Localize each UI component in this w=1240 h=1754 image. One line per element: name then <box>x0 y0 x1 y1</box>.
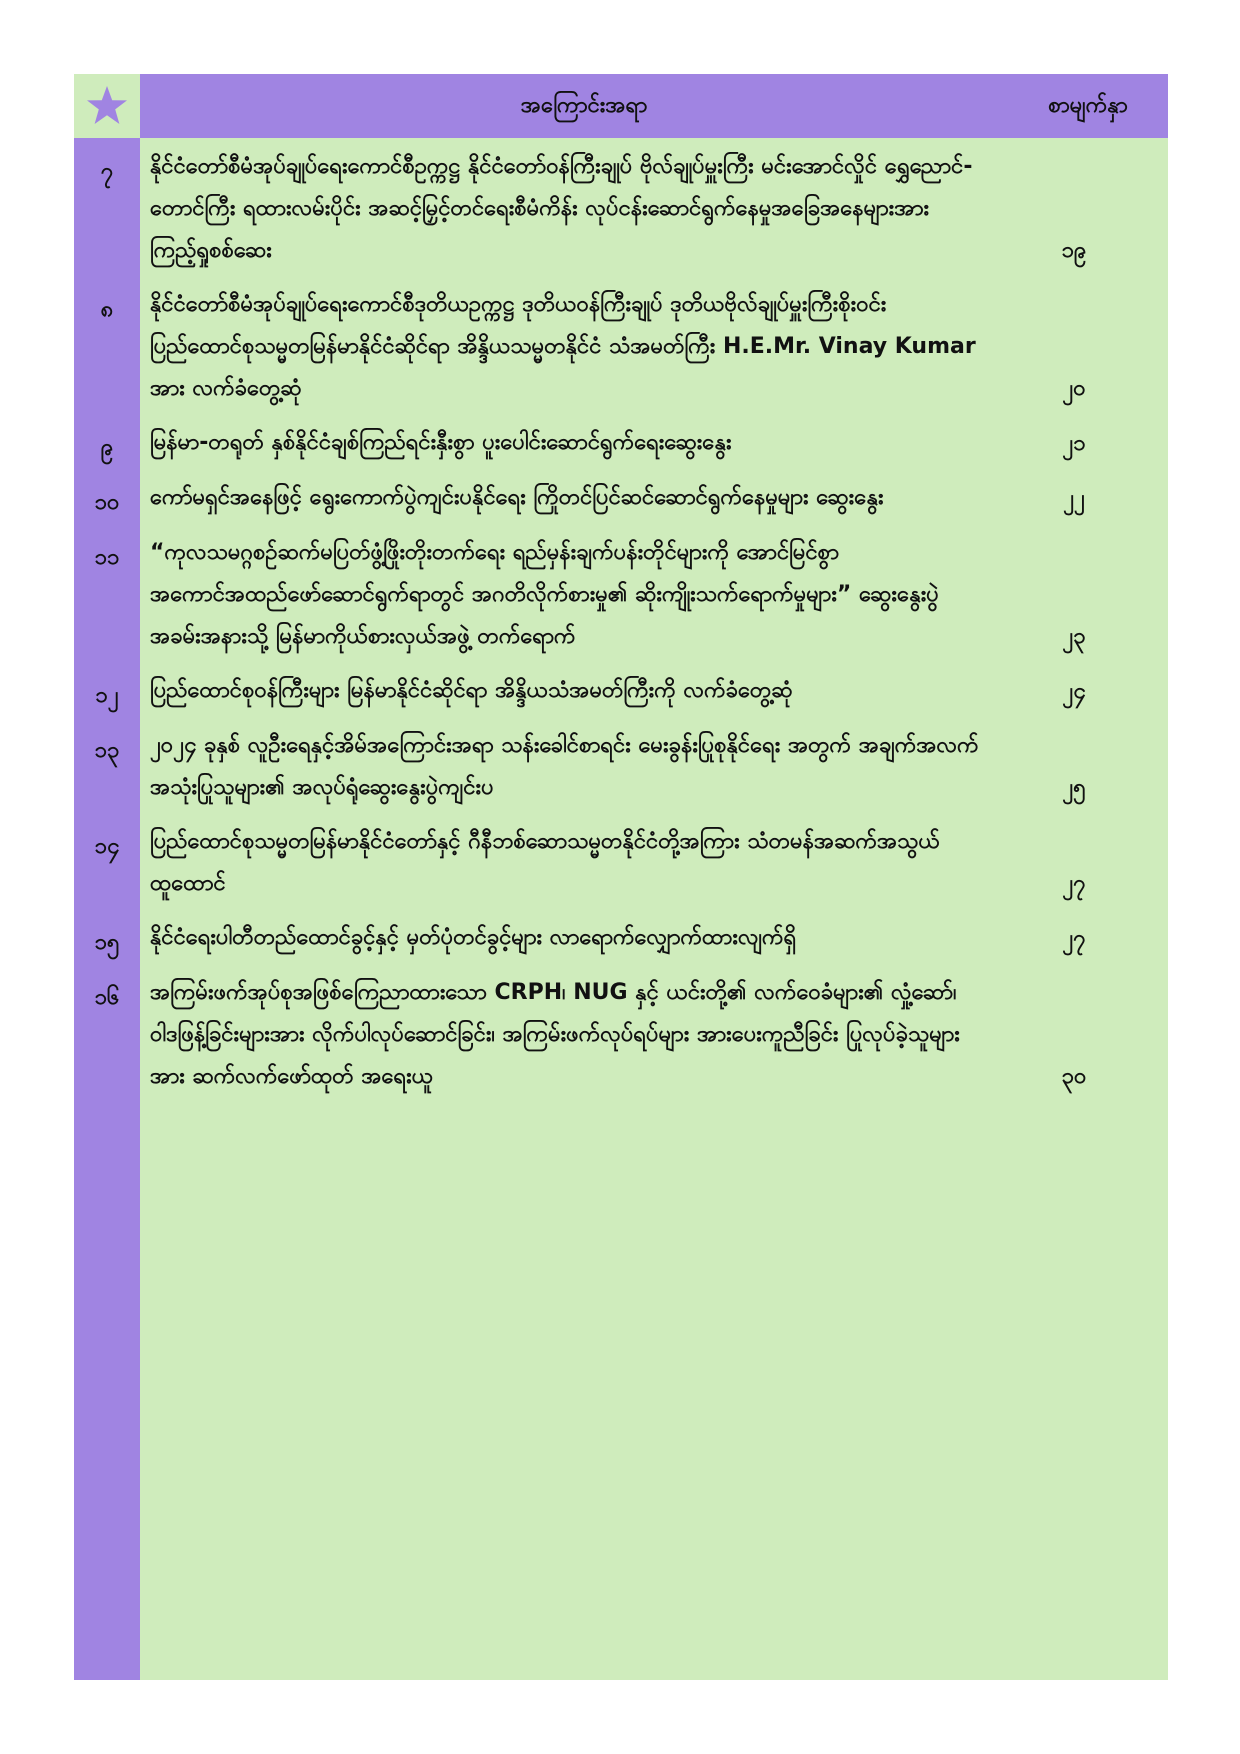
toc-row[interactable] <box>74 146 1168 272</box>
header-title: အကြောင်းအရာ <box>520 93 648 118</box>
row-page: ၂၅ <box>1062 775 1086 800</box>
toc-row[interactable] <box>74 670 1168 713</box>
toc-rows <box>74 146 1168 1110</box>
row-page: ၂၂ <box>1063 486 1085 511</box>
row-page: ၂၄ <box>1062 679 1086 704</box>
row-number: ၉ <box>100 435 114 460</box>
toc-table <box>74 74 1168 1680</box>
header-page-label: စာမျက်နှာ <box>1048 93 1128 118</box>
row-number: ၁၃ <box>94 738 120 763</box>
row-title: မြန်မာ-တရုတ် နှစ်နိုင်ငံချစ်ကြည်ရင်းနှီးစွာ ပူးပေါင်းဆောင်ရွက်ရေးဆွေးနွေး <box>150 430 732 455</box>
row-page: ၂၁ <box>1062 431 1086 456</box>
toc-row[interactable] <box>74 972 1168 1098</box>
row-number: ၁၂ <box>95 683 119 708</box>
row-page: ၁၉ <box>1061 238 1087 263</box>
row-title: နိုင်ငံတော်စီမံအုပ်ချုပ်ရေးကောင်စီဒုတိယဥက္ကဋ္ဌ ဒုတိယဝန်ကြီးချုပ် ဒုတိယဗိုလ်ချုပ်မှူးကြီးစိုးဝင်း ပြည်ထောင်စုသမ္မတမြန်မာနိုင်ငံဆိုင်ရာ အိန္ဒိယသမ္မတနိုင်ငံ သံအမတ်ကြီး H.E.Mr. Vinay Kumar အား လက်ခံတွေ့ဆုံ <box>150 292 976 401</box>
row-title: “ကုလသမဂ္ဂစဉ်ဆက်မပြတ်ဖွံ့ဖြိုးတိုးတက်ရေး ရည်မှန်းချက်ပန်းတိုင်များကို အောင်မြင်စွာ အကောင်အထည်ဖော်ဆောင်ရွက်ရာတွင် အဂတိလိုက်စားမှု၏ ဆိုးကျိုးသက်ရောက်မှုများ” ဆွေးနွေးပွဲအခမ်းအနားသို့ မြန်မာကိုယ်စားလှယ်အဖွဲ့ တက်ရောက် <box>150 540 939 649</box>
toc-row[interactable] <box>74 532 1168 658</box>
row-number: ၇ <box>100 159 114 184</box>
row-title: ၂၀၂၄ ခုနှစ် လူဦးရေနှင့်အိမ်အကြောင်းအရာ သန်းခေါင်စာရင်း မေးခွန်းပြုစုနိုင်ရေး အတွက် အချက်အလက်အသုံးပြုသူများ၏ အလုပ်ရုံဆွေးနွေးပွဲကျင်းပ <box>150 733 979 800</box>
row-title: ကော်မရှင်အနေဖြင့် ရွေးကောက်ပွဲကျင်းပနိုင်ရေး ကြိုတင်ပြင်ဆင်ဆောင်ရွက်နေမှုများ ဆွေးနွေး <box>150 485 884 510</box>
row-title: အကြမ်းဖက်အုပ်စုအဖြစ်ကြေညာထားသော CRPH၊ NUG နှင့် ယင်းတို့၏ လက်ဝေခံများ၏ လှုံ့ဆော်၊ ဝါဒဖြန့်ခြင်းများအား လိုက်ပါလုပ်ဆောင်ခြင်း၊ အကြမ်းဖက်လုပ်ရပ်များ အားပေးကူညီခြင်း ပြုလုပ်ခဲ့သူများအား ဆက်လက်ဖော်ထုတ် အရေးယူ <box>150 980 960 1089</box>
toc-row[interactable] <box>74 821 1168 905</box>
row-number: ၈ <box>100 297 114 322</box>
row-page: ၂၃ <box>1062 624 1086 649</box>
row-number: ၁၀ <box>94 490 120 515</box>
row-page: ၂၇ <box>1062 926 1086 951</box>
row-number: ၁၆ <box>94 985 120 1010</box>
toc-row[interactable] <box>74 477 1168 520</box>
row-number: ၁၁ <box>94 545 120 570</box>
toc-row[interactable] <box>74 917 1168 960</box>
toc-row[interactable] <box>74 284 1168 410</box>
row-title: ပြည်ထောင်စုဝန်ကြီးများ မြန်မာနိုင်ငံဆိုင်ရာ အိန္ဒိယသံအမတ်ကြီးကို လက်ခံတွေ့ဆုံ <box>150 678 793 703</box>
row-title: နိုင်ငံရေးပါတီတည်ထောင်ခွင့်နှင့် မှတ်ပုံတင်ခွင့်များ လာရောက်လျှောက်ထားလျက်ရှိ <box>150 925 797 950</box>
row-page: ၂၀ <box>1062 376 1086 401</box>
row-page: ၂၇ <box>1062 871 1086 896</box>
toc-row[interactable] <box>74 422 1168 465</box>
row-title: ပြည်ထောင်စုသမ္မတမြန်မာနိုင်ငံတော်နှင့် ဂီနီဘစ်ဆောသမ္မတနိုင်ငံတို့အကြား သံတမန်အဆက်အသွယ်ထူထောင် <box>150 829 940 896</box>
toc-row[interactable] <box>74 725 1168 809</box>
row-number: ၁၅ <box>94 930 120 955</box>
row-number: ၁၄ <box>94 834 120 859</box>
row-title: နိုင်ငံတော်စီမံအုပ်ချုပ်ရေးကောင်စီဥက္ကဋ္ဌ နိုင်ငံတော်ဝန်ကြီးချုပ် ဗိုလ်ချုပ်မှူးကြီး မင်းအောင်လှိုင် ရွှေညောင်-တောင်ကြီး ရထားလမ်းပိုင်း အဆင့်မြှင့်တင်ရေးစီမံကိန်း လုပ်ငန်းဆောင်ရွက်နေမှုအခြေအနေများအား ကြည့်ရှုစစ်ဆေး <box>150 154 973 263</box>
star-icon <box>84 83 130 129</box>
table-header <box>74 74 1168 138</box>
row-page: ၃၀ <box>1061 1064 1087 1089</box>
header-corner <box>74 74 140 138</box>
